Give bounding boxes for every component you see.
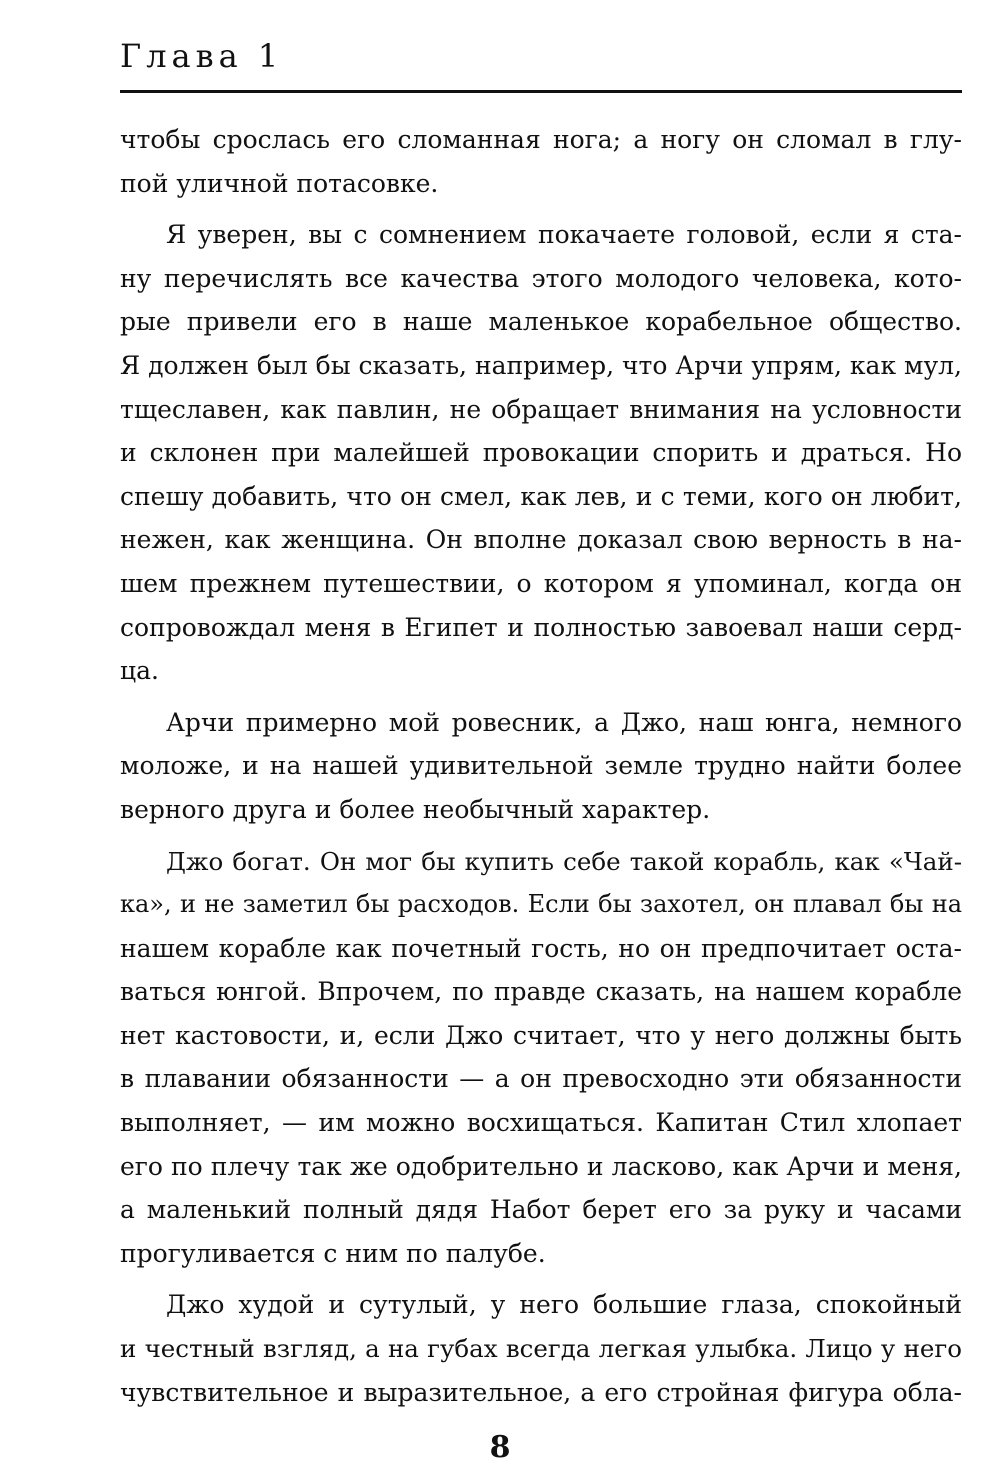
text-line: в плавании обязанности — а он превосходно эти обязанности [120, 1064, 962, 1094]
paragraph [120, 213, 962, 693]
text-line: ваться юнгой. Впрочем, по правде сказать, на нашем корабле [120, 977, 962, 1007]
text-line: его по плечу так же одобрительно и ласково, как Арчи и меня, [120, 1151, 962, 1181]
page-number: 8 [489, 1430, 511, 1465]
chapter-title: Глава 1 [120, 37, 284, 75]
paragraph [120, 701, 962, 832]
text-line: нашем корабле как почетный гость, но он предпочитает оста- [120, 933, 962, 963]
header-rule [120, 90, 962, 93]
text-line: и честный взгляд, а на губах всегда легкая улыбка. Лицо у него [120, 1334, 962, 1364]
page-body [120, 118, 962, 1414]
text-line: нет кастовости, и, если Джо считает, что у него должны быть [120, 1020, 962, 1050]
text-line: ну перечислять все качества этого молодого человека, кото- [120, 263, 962, 293]
text-line: Арчи примерно мой ровесник, а Джо, наш юнга, немного [166, 707, 962, 737]
text-line: верного друга и более необычный характер. [120, 794, 711, 824]
text-line: рые привели его в наше маленькое корабельное общество. [120, 307, 962, 337]
text-line: нежен, как женщина. Он вполне доказал свою верность в на- [120, 525, 962, 555]
text-line: ка», и не заметил бы расходов. Если бы захотел, он плавал бы на [120, 890, 962, 919]
text-line: Джо худой и сутулый, у него большие глаза, спокойный [166, 1290, 962, 1320]
text-line: Джо богат. Он мог бы купить себе такой корабль, как «Чай- [166, 846, 962, 876]
text-line: ца. [120, 656, 159, 686]
text-line: чувствительное и выразительное, а его стройная фигура обла- [120, 1377, 962, 1407]
text-line: и склонен при малейшей провокации спорить и драться. Но [120, 438, 962, 468]
text-line: шем прежнем путешествии, о котором я упоминал, когда он [120, 568, 962, 598]
text-line: моложе, и на нашей удивительной земле трудно найти более [120, 751, 962, 781]
text-line: прогуливается с ним по палубе. [120, 1238, 546, 1268]
running-header [120, 36, 962, 96]
paragraph [120, 1283, 962, 1414]
text-line: чтобы срослась его сломанная нога; а ногу он сломал в глу- [120, 125, 962, 154]
text-line: а маленький полный дядя Набот берет его за руку и часами [120, 1195, 962, 1225]
paragraph [120, 118, 962, 205]
text-line: Я уверен, вы с сомнением покачаете головой, если я ста- [166, 220, 962, 250]
text-line: спешу добавить, что он смел, как лев, и с теми, кого он любит, [120, 481, 962, 511]
text-line: выполняет, — им можно восхищаться. Капитан Стил хлопает [120, 1108, 962, 1138]
paragraph [120, 840, 962, 1276]
text-line: тщеславен, как павлин, не обращает внимания на условности [120, 394, 962, 424]
text-line: сопровождал меня в Египет и полностью завоевал наши серд- [120, 612, 962, 642]
text-line: пой уличной потасовке. [120, 168, 439, 198]
text-line: Я должен был бы сказать, например, что Арчи упрям, как мул, [120, 350, 962, 380]
